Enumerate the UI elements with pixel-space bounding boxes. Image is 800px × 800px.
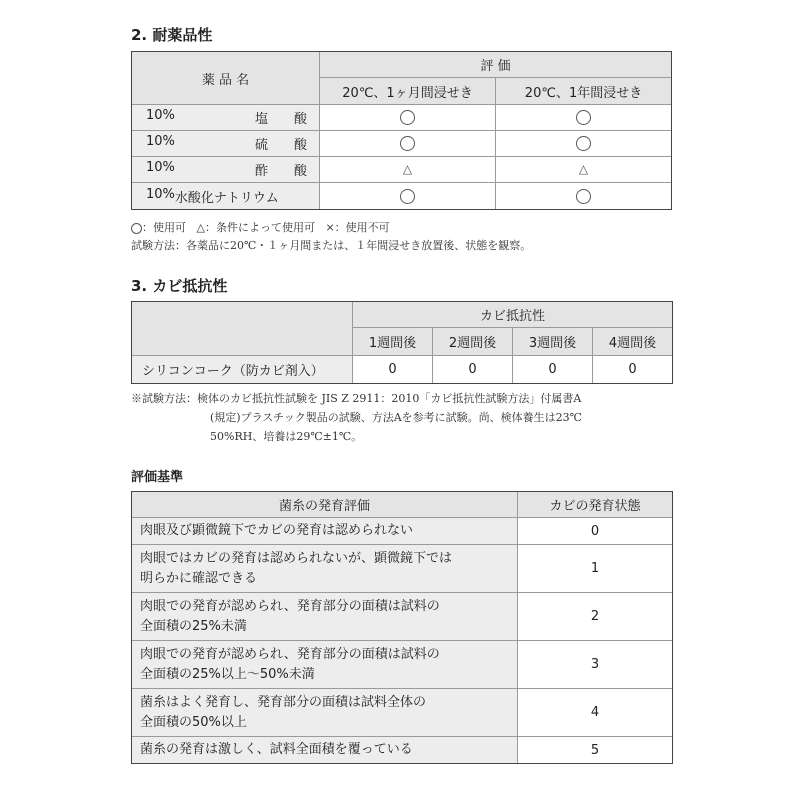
header-chemical-name: 薬 品 名 [132,52,320,105]
week-4-value: 0 [593,356,673,384]
chemical-name: 硫 酸 [254,138,307,153]
legend-triangle-text: ：条件によって使用可 [204,221,315,234]
header-evaluation: 評 価 [320,52,672,78]
circle-icon [400,189,415,204]
criteria-text: 肉眼での発育が認められ、発育部分の面積は試料の [140,598,440,614]
criteria-value: 4 [518,689,673,737]
criteria-value: 5 [518,737,673,764]
header-growth-evaluation: 菌糸の発育評価 [132,492,518,518]
mold-test-note-line1: ※試験方法：検体のカビ抵抗性試験を JIS Z 2911：2010「カビ抵抗性試験方法」付属書A [131,392,582,405]
mold-resistance-table [131,301,673,384]
product-label: シリコンコーク（防カビ剤入） [132,356,353,384]
circle-icon [576,189,591,204]
criteria-value: 3 [518,641,673,689]
criteria-heading: 評価基準 [131,470,184,485]
criteria-value: 0 [518,518,673,545]
criteria-text: 肉眼での発育が認められ、発育部分の面積は試料の [140,646,440,662]
chemical-pct: 10% [146,134,175,149]
header-week-4: 4週間後 [593,328,673,356]
section2-heading: 2. 耐薬品性 [131,26,213,44]
table-row [132,689,673,737]
circle-icon [576,136,591,151]
criteria-value: 2 [518,593,673,641]
legend-line [131,219,390,237]
table-row [132,545,673,593]
week-1-value: 0 [353,356,433,384]
header-one-year: 20℃、1年間浸せき [496,78,672,105]
table-row [132,157,672,183]
week-3-value: 0 [513,356,593,384]
table-row [132,183,672,210]
section3-heading: 3. カビ抵抗性 [131,277,228,295]
circle-icon [131,223,142,234]
circle-icon [576,110,591,125]
legend-circle-text: ：使用可 [142,221,186,234]
table-row [132,593,673,641]
week-2-value: 0 [433,356,513,384]
table-row [132,131,672,157]
chemical-pct: 10% [146,186,175,202]
chemical-resistance-table [131,51,672,210]
chemical-cell [132,105,320,131]
header-week-3: 3週間後 [513,328,593,356]
criteria-value: 1 [518,545,673,593]
criteria-text: 肉眼及び顕微鏡下でカビの発育は認められない [140,523,414,538]
chemical-cell [132,131,320,157]
chemical-cell [132,183,320,210]
header-mold-state: カビの発育状態 [518,492,673,518]
criteria-text: 菌糸の発育は激しく、試料全面積を覆っている [140,742,413,757]
chemical-pct: 10% [146,108,175,123]
header-one-month: 20℃、1ヶ月間浸せき [320,78,496,105]
chemical-name: 酢 酸 [254,164,307,179]
criteria-text: 全面積の25%以上〜50%未満 [140,666,315,682]
mold-test-note-line3: 50%RH、培養は29℃±1℃。 [210,430,363,443]
chemical-name: 塩 酸 [254,112,307,127]
table-row [132,518,673,545]
test-method-note: 試験方法：各薬品に20℃・１ヶ月間または、１年間浸せき放置後、状態を観察。 [131,239,532,252]
chemical-name: 水酸化ナトリウム [174,190,279,206]
legend-cross-text: ×：使用不可 [325,221,390,234]
criteria-table [131,491,673,764]
header-week-1: 1週間後 [353,328,433,356]
header-week-2: 2週間後 [433,328,513,356]
circle-icon [400,110,415,125]
table-row [132,105,672,131]
triangle-icon: △ [402,162,413,176]
criteria-text: 菌糸はよく発育し、発育部分の面積は試料全体の [140,694,427,710]
criteria-text: 肉眼ではカビの発育は認められないが、顕微鏡下では [140,550,453,566]
circle-icon [400,136,415,151]
header-mold-resistance: カビ抵抗性 [353,302,673,328]
table-row [132,356,673,384]
triangle-icon: △ [196,221,205,234]
criteria-text: 全面積の25%未満 [140,618,247,634]
chemical-cell [132,157,320,183]
triangle-icon: △ [578,162,589,176]
mold-test-note-line2: (規定)プラスチック製品の試験、方法Aを参考に試験。尚、検体養生は23℃ [210,411,582,424]
criteria-text: 明らかに確認できる [140,570,258,586]
table-row [132,737,673,764]
table-row [132,641,673,689]
chemical-pct: 10% [146,160,175,175]
header-blank [132,302,353,356]
criteria-text: 全面積の50%以上 [140,714,247,730]
